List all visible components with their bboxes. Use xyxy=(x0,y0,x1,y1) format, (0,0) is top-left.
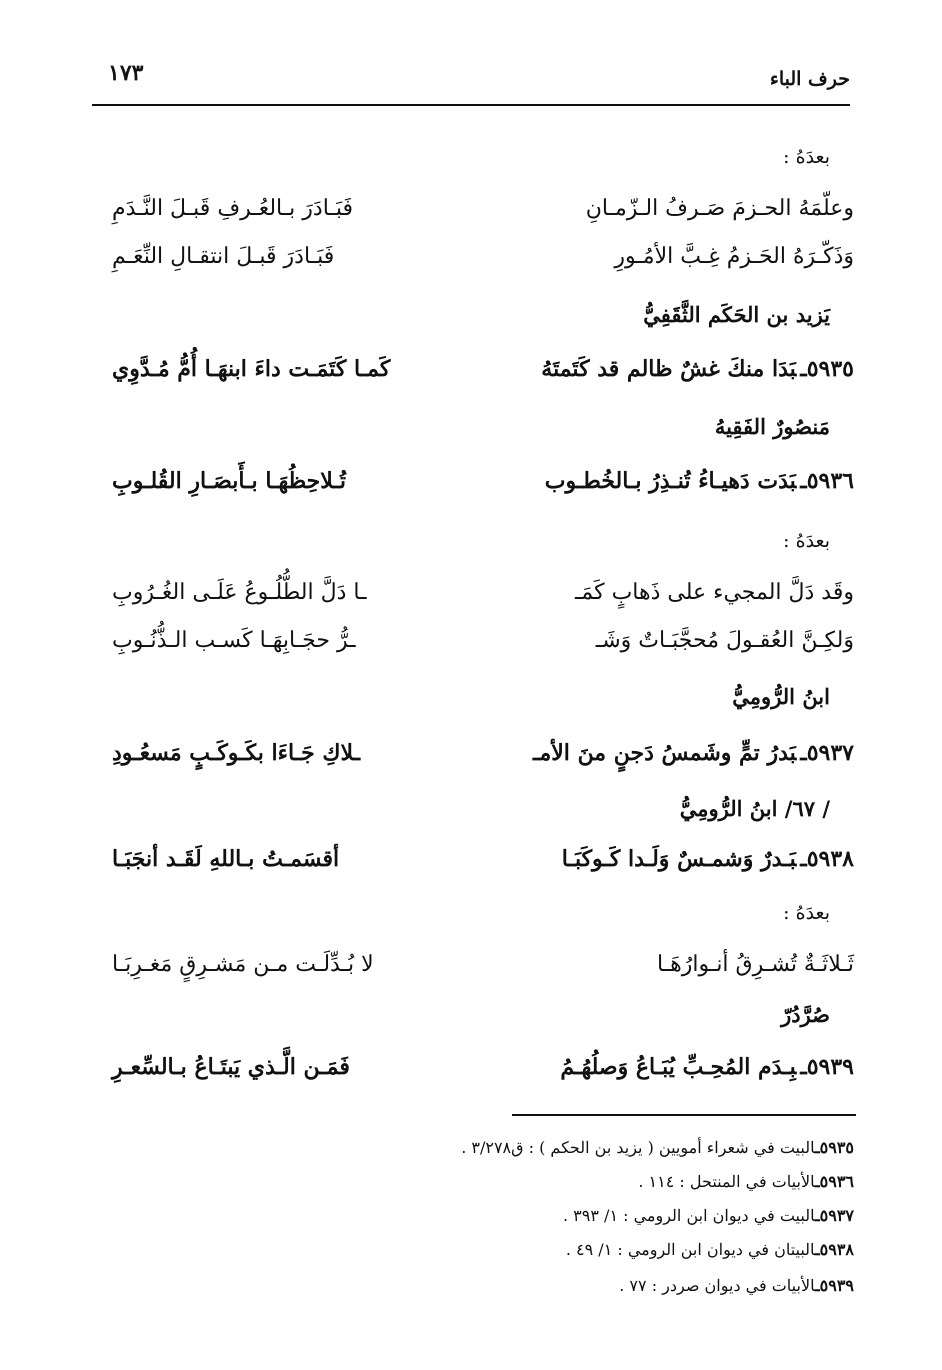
footnote-number: ٥٩٣٥ـ xyxy=(814,1138,854,1157)
verse-hemistich-right: وعلّمَهُ الحـزمَ صَـرفُ الـزّمـانِ xyxy=(585,196,854,221)
verse-hemistich-right: وقَد دَلَّ المجيء على ذَهابٍ كَمَـ xyxy=(574,580,854,605)
poet-name: / ٦٧/ ابنُ الرُّومِيُّ xyxy=(679,796,830,821)
chapter-title: حرف الباء xyxy=(769,68,850,90)
verse-5935-right xyxy=(494,356,854,382)
footnote-text: الأبيات في المنتحل : ١١٤ . xyxy=(638,1172,815,1191)
footnote-text: البيت في ديوان ابن الرومي : ١/ ٣٩٣ . xyxy=(563,1206,815,1225)
header-rule xyxy=(92,104,850,106)
page-number: ١٧٣ xyxy=(108,60,144,86)
verse-text: بَدَت دَهيـاءُ تُنـذِرُ بـالخُطـوب xyxy=(544,468,797,494)
verse-number: ٥٩٣٨ـ xyxy=(800,846,854,872)
verse-hemistich-left: ـرُّ حجَـابِهَـا كَسـب الـذُّنُـوبِ xyxy=(112,628,356,653)
footnote-text: البيت في شعراء أمويين ( يزيد بن الحكم ) : ق٣/٢٧٨ . xyxy=(461,1138,815,1157)
footnote-text: البيتان في ديوان ابن الرومي : ١/ ٤٩ . xyxy=(565,1240,815,1259)
verse-number: ٥٩٣٩ـ xyxy=(800,1054,854,1080)
after-label: بعدَهُ : xyxy=(783,146,830,168)
footnote xyxy=(566,1240,854,1259)
poet-name: صُرَّدُرّ xyxy=(781,1002,830,1027)
verse-hemistich-left: ـا دَلَّ الطُّلُـوعُ عَلَـى الغُـرُوبِ xyxy=(112,580,367,605)
footnote-number: ٥٩٣٩ـ xyxy=(814,1276,854,1295)
verse-hemistich-left: فَبَـادَرَ قَبـلَ انتقـالِ النِّعَـمِ xyxy=(112,244,335,269)
footnote-number: ٥٩٣٧ـ xyxy=(814,1206,854,1225)
footnote-rule xyxy=(512,1114,856,1116)
verse-hemistich-right: وَلكِـنَّ العُقـولَ مُحجَّبَـاتٌ وَشَـ xyxy=(595,628,854,653)
footnote-number: ٥٩٣٨ـ xyxy=(814,1240,854,1259)
verse-5936-left: تُـلاحِظُهَـا بـأَبصَـارِ القُلـوبِ xyxy=(112,468,346,494)
verse-5937-right xyxy=(494,740,854,766)
verse-hemistich-right: ثَـلاثَـةٌ تُشـرِقُ أنـوارُهَـا xyxy=(657,952,854,977)
verse-text: بَـدرٌ وَشمـسٌ وَلَـدا كَـوكَبَـا xyxy=(561,846,797,872)
verse-number: ٥٩٣٧ـ xyxy=(800,740,854,766)
page-header xyxy=(108,58,850,98)
verse-text: بَدَا منكَ غشٌ ظالم قد كَتَمتَهُ xyxy=(541,356,797,382)
verse-5939-left: فَمَـن الَّـذي يَبتَـاعُ بـالسِّعـرِ xyxy=(112,1054,350,1080)
verse-hemistich-right: وَذَكّـرَهُ الحَـزمُ غِـبَّ الأمُـورِ xyxy=(614,244,854,269)
footnote xyxy=(563,1206,854,1225)
poet-name: يَزيد بن الحَكَم الثَّقَفِيُّ xyxy=(643,302,830,327)
verse-5937-left: ـلاكِ جَـاءَا بكَـوكَـبٍ مَسعُـودِ xyxy=(112,740,361,766)
after-label: بعدَهُ : xyxy=(783,530,830,552)
verse-hemistich-left: فَبَـادَرَ بـالعُـرفِ قَبـلَ النَّـدَمِ xyxy=(112,196,354,221)
verse-text: بِـدَم المُحِـبِّ يُبَـاعُ وَصلُهُـمُ xyxy=(560,1054,797,1080)
verse-5938-right xyxy=(494,846,854,872)
verse-text: بَدرُ تمٍّ وشَمسُ دَجنٍ منَ الأمـ xyxy=(533,740,797,766)
verse-5936-right xyxy=(494,468,854,494)
verse-5939-right xyxy=(494,1054,854,1080)
verse-number: ٥٩٣٥ـ xyxy=(800,356,854,382)
verse-5938-left: أقسَمـتُ بـاللهِ لَقَـد أنجَبَـا xyxy=(112,846,340,872)
verse-5935-left: كَمـا كَتَمَـت داءَ ابنهَـا أُمُّ مُـدَّوِي xyxy=(112,356,391,382)
verse-number: ٥٩٣٦ـ xyxy=(800,468,854,494)
footnote-text: الأبيات في ديوان صردر : ٧٧ . xyxy=(619,1276,815,1295)
poet-name: ابنُ الرُّومِيُّ xyxy=(732,684,830,709)
footnote xyxy=(619,1276,854,1295)
after-label: بعدَهُ : xyxy=(783,902,830,924)
poet-name: مَنصُورٌ الفَقِيهُ xyxy=(714,414,830,439)
footnote xyxy=(461,1138,854,1157)
footnote-number: ٥٩٣٦ـ xyxy=(814,1172,854,1191)
footnote xyxy=(638,1172,854,1191)
verse-hemistich-left: لا بُـدِّلَـت مـن مَشـرِقٍ مَغـرِبَـا xyxy=(112,952,374,977)
